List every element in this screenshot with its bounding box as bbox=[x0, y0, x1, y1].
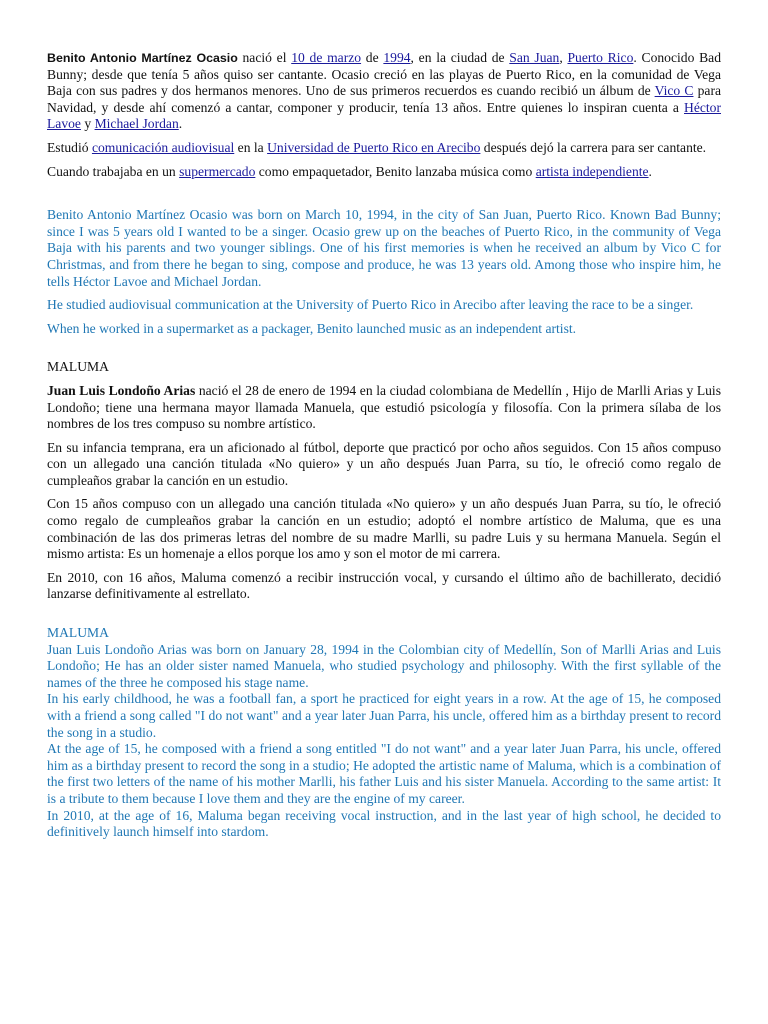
link-supermercado[interactable]: supermercado bbox=[179, 163, 256, 179]
text-run: . Conocido Bad Bunny; desde que tenía 5 años quiso ser cantante. Ocasio creció en las playas de Puerto Rico, en la comunidad de Vega Baja con sus padres y dos hermanos menores. Uno de sus primeros recuerdos es cuando recibió un álbum de bbox=[47, 50, 721, 99]
maluma-en-paragraph-3: At the age of 15, he composed with a friend a song entitled "I do not want" and a year later Juan Parra, his uncle, offered him as a birthday present to record the song in a studio; He adopted the artistic name of Maluma, which is a combination of the first two letters of the name of his mother Marlli, his father Luis and his sister Manuela. According to the same artist: It is a tribute to them because I love them and they are the engine of my career. bbox=[47, 741, 721, 806]
text-run: y bbox=[80, 116, 95, 132]
link-birth-year[interactable]: 1994 bbox=[383, 50, 411, 65]
link-comunicacion-audiovisual[interactable]: comunicación audiovisual bbox=[91, 139, 235, 155]
maluma-es-paragraph-4: En 2010, con 16 años, Maluma comenzó a recibir instrucción vocal, y cursando el último año de bachillerato, decidió lanzarse definitivamente al estrellato. bbox=[47, 569, 721, 602]
maluma-en-paragraph-1: Juan Luis Londoño Arias was born on January 28, 1994 in the Colombian city of Medellín, Son of Marlli Arias and Luis Londoño; He has an older sister named Manuela, who studied psychology and philosophy. With the first syllable of the names of the three he composed his stage name. bbox=[47, 641, 721, 690]
text-run: Estudió bbox=[47, 139, 92, 155]
bb-es-paragraph-1 bbox=[47, 50, 721, 133]
link-puerto-rico[interactable]: Puerto Rico bbox=[567, 50, 634, 65]
spacer bbox=[47, 344, 721, 359]
text-run: en la bbox=[234, 139, 268, 155]
maluma-en-paragraph-4: In 2010, at the age of 16, Maluma began receiving vocal instruction, and in the last year of high school, he decided to definitively launch himself into stardom. bbox=[47, 807, 721, 840]
spacer bbox=[47, 187, 721, 207]
text-run: nació el 28 de enero de 1994 en la ciudad colombiana de Medellín , Hijo de Marlli Arias y Luis Londoño; tiene una hermana mayor llamada Manuela, que estudió psicología y filosofía. Con la primera sílaba de los nombres de los tres compuso su nombre artístico. bbox=[47, 382, 721, 432]
maluma-en-block bbox=[47, 625, 721, 841]
link-artista-independiente[interactable]: artista independiente bbox=[535, 163, 649, 179]
text-run: Cuando trabajaba en un bbox=[47, 163, 180, 179]
bb-en-paragraph-2: He studied audiovisual communication at the University of Puerto Rico in Arecibo after leaving the race to be a singer. bbox=[47, 297, 694, 313]
maluma-es-heading: MALUMA bbox=[47, 359, 109, 375]
text-run: . bbox=[178, 116, 183, 132]
maluma-es-paragraph-3: Con 15 años compuso con un allegado una canción titulada «No quiero» y un año después Juan Parra, su tío, le ofreció como regalo de cumpleaños grabar la canción en un estudio; adoptó el nombre artístico de Maluma, que es una combinación de las dos primeras letras del nombre de su madre Marlli, su padre Luis y su hermana Manuela. Según el mismo artista: Es un homenaje a ellos porque los amo y son el motor de mi carrera. bbox=[47, 496, 721, 562]
spacer bbox=[47, 610, 721, 625]
bb-es-name: Benito Antonio Martínez Ocasio bbox=[47, 51, 238, 65]
link-san-juan[interactable]: San Juan bbox=[509, 50, 560, 65]
text-run: de bbox=[361, 50, 384, 65]
text-run: . bbox=[648, 163, 652, 179]
text-run: como empaquetador, Benito lanzaba música como bbox=[255, 163, 536, 179]
bb-en-paragraph-1: Benito Antonio Martínez Ocasio was born on March 10, 1994, in the city of San Juan, Puerto Rico. Known Bad Bunny; since I was 5 years old I wanted to be a singer. Ocasio grew up on the beaches of Puerto Rico, in the community of Vega Baja with his parents and two younger siblings. One of his first memories is when he received an album by Vico C for Christmas, and from there he began to sing, compose and produce, he was 13 years old. Among those who inspire him, he tells Héctor Lavoe and Michael Jordan. bbox=[47, 207, 721, 289]
maluma-es-name: Juan Luis Londoño Arias bbox=[47, 382, 196, 398]
link-hector-lavoe[interactable]: Héctor Lavoe bbox=[47, 99, 721, 132]
text-run: después dejó la carrera para ser cantante. bbox=[480, 139, 707, 155]
bb-es-paragraph-2 bbox=[47, 140, 721, 157]
link-vico-c[interactable]: Vico C bbox=[654, 83, 694, 99]
maluma-en-paragraph-2: In his early childhood, he was a football fan, a sport he practiced for eight years in a row. At the age of 15, he composed with a friend a song called "I do not want" and a year later Juan Parra, his uncle, offered him as a birthday present to record the song in a studio. bbox=[47, 691, 721, 740]
text-run: para Navidad, y desde ahí comenzó a cantar, componer y producir, tenía 13 años. Entre quienes lo inspiran cuenta a bbox=[47, 83, 722, 115]
link-universidad-arecibo[interactable]: Universidad de Puerto Rico en Arecibo bbox=[267, 139, 481, 155]
maluma-es-paragraph-1 bbox=[47, 383, 721, 433]
maluma-en-heading: MALUMA bbox=[47, 625, 109, 641]
bb-es-paragraph-3 bbox=[47, 164, 721, 181]
link-birth-date[interactable]: 10 de marzo bbox=[291, 50, 362, 65]
text-run: , bbox=[559, 50, 568, 65]
text-run: , en la ciudad de bbox=[410, 50, 510, 65]
bb-en-paragraph-3: When he worked in a supermarket as a packager, Benito launched music as an independent artist. bbox=[47, 320, 577, 336]
link-michael-jordan[interactable]: Michael Jordan bbox=[94, 116, 179, 132]
text-run: nació el bbox=[237, 50, 292, 65]
document-page bbox=[47, 50, 721, 841]
maluma-es-paragraph-2: En su infancia temprana, era un aficionado al fútbol, deporte que practicó por ocho años seguidos. Con 15 años compuso con un allegado una canción titulada «No quiero» y un año después Juan Parra, su tío, le ofreció como regalo de cumpleaños grabar la canción en un estudio. bbox=[47, 439, 721, 488]
